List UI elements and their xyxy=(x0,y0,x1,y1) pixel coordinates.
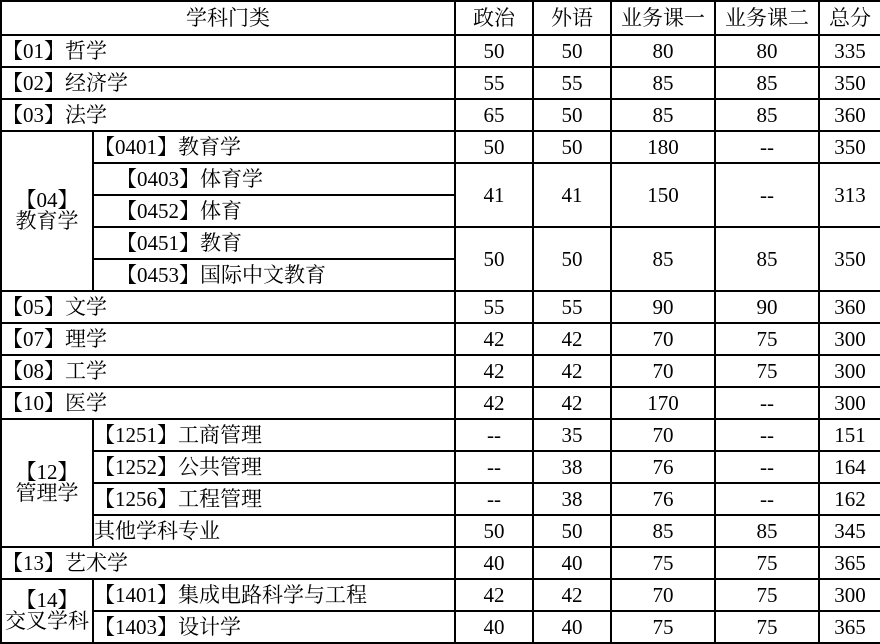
cell-major: 【1403】设计学 xyxy=(93,611,455,643)
cell-total: 360 xyxy=(819,99,880,131)
cell-foreign: 42 xyxy=(533,579,611,611)
cell-prof1: 75 xyxy=(611,611,715,643)
cell-prof2: 85 xyxy=(715,99,819,131)
group-code: 【14】 xyxy=(15,588,79,612)
group-category-management xyxy=(1,419,93,547)
cell-total: 365 xyxy=(819,611,880,643)
cell-prof2: 75 xyxy=(715,323,819,355)
table-row xyxy=(1,483,880,515)
table-row xyxy=(1,291,880,323)
cell-prof2: 75 xyxy=(715,547,819,579)
table-row xyxy=(1,515,880,547)
cell-foreign: 50 xyxy=(533,99,611,131)
cell-major: 【0401】教育学 xyxy=(93,131,455,163)
header-prof2: 业务课二 xyxy=(715,1,819,35)
table-row xyxy=(1,163,880,227)
cell-politics: -- xyxy=(455,419,533,451)
cell-prof2: -- xyxy=(715,387,819,419)
cell-prof2: 90 xyxy=(715,291,819,323)
cell-total: 360 xyxy=(819,291,880,323)
row-category: 【13】艺术学 xyxy=(1,547,455,579)
cell-politics: 42 xyxy=(455,579,533,611)
cell-total: 335 xyxy=(819,35,880,67)
cell-foreign: 38 xyxy=(533,483,611,515)
group-category-education xyxy=(1,131,93,291)
cell-prof2: -- xyxy=(715,419,819,451)
table-row xyxy=(1,99,880,131)
cell-major: 【0403】体育学 xyxy=(94,164,454,196)
cell-major: 【1256】工程管理 xyxy=(93,483,455,515)
row-category: 【01】哲学 xyxy=(1,35,455,67)
cell-foreign: 38 xyxy=(533,451,611,483)
cell-major-group xyxy=(93,227,455,291)
cell-foreign: 55 xyxy=(533,291,611,323)
cell-politics: 42 xyxy=(455,387,533,419)
cell-foreign: 41 xyxy=(533,163,611,227)
cell-prof2: -- xyxy=(715,451,819,483)
cell-politics: 50 xyxy=(455,35,533,67)
cell-total: 151 xyxy=(819,419,880,451)
cell-prof1: 70 xyxy=(611,419,715,451)
cell-politics: 55 xyxy=(455,67,533,99)
cell-major: 【0451】教育 xyxy=(94,228,454,260)
cell-total: 164 xyxy=(819,451,880,483)
cell-foreign: 50 xyxy=(533,227,611,291)
table-row xyxy=(1,419,880,451)
cell-prof1: 170 xyxy=(611,387,715,419)
cell-foreign: 50 xyxy=(533,35,611,67)
cell-prof2: -- xyxy=(715,163,819,227)
table-header-row xyxy=(1,1,880,35)
table-row xyxy=(1,611,880,643)
group-name: 交叉学科 xyxy=(5,609,89,633)
cell-politics: 55 xyxy=(455,291,533,323)
cell-total: 162 xyxy=(819,483,880,515)
cell-politics: 42 xyxy=(455,355,533,387)
table-row xyxy=(1,355,880,387)
cell-total: 300 xyxy=(819,323,880,355)
row-category: 【08】工学 xyxy=(1,355,455,387)
cell-prof2: 85 xyxy=(715,67,819,99)
cell-prof1: 75 xyxy=(611,547,715,579)
cell-total: 313 xyxy=(819,163,880,227)
cell-prof2: 80 xyxy=(715,35,819,67)
cell-total: 300 xyxy=(819,355,880,387)
cell-prof1: 76 xyxy=(611,483,715,515)
cell-prof1: 85 xyxy=(611,67,715,99)
group-name: 管理学 xyxy=(15,481,79,505)
table-row xyxy=(1,67,880,99)
cell-foreign: 42 xyxy=(533,387,611,419)
header-prof1: 业务课一 xyxy=(611,1,715,35)
cell-foreign: 50 xyxy=(533,131,611,163)
cell-foreign: 50 xyxy=(533,515,611,547)
cell-foreign: 42 xyxy=(533,323,611,355)
table-row xyxy=(1,451,880,483)
group-code: 【04】 xyxy=(15,188,79,212)
cell-politics: 50 xyxy=(455,227,533,291)
cell-politics: 50 xyxy=(455,131,533,163)
cell-foreign: 42 xyxy=(533,355,611,387)
group-category-interdisciplinary xyxy=(1,579,93,643)
cell-politics: -- xyxy=(455,451,533,483)
table-row xyxy=(1,547,880,579)
cell-total: 350 xyxy=(819,227,880,291)
cell-major: 【1252】公共管理 xyxy=(93,451,455,483)
table-row xyxy=(1,579,880,611)
cell-prof2: 75 xyxy=(715,579,819,611)
cell-prof1: 150 xyxy=(611,163,715,227)
cell-politics: 42 xyxy=(455,323,533,355)
cell-politics: 40 xyxy=(455,611,533,643)
cell-politics: -- xyxy=(455,483,533,515)
cell-foreign: 40 xyxy=(533,547,611,579)
cell-prof2: -- xyxy=(715,131,819,163)
cell-prof1: 85 xyxy=(611,99,715,131)
cell-major-group xyxy=(93,163,455,227)
cell-prof2: 85 xyxy=(715,515,819,547)
cell-prof1: 85 xyxy=(611,515,715,547)
row-category: 【02】经济学 xyxy=(1,67,455,99)
cell-prof1: 70 xyxy=(611,355,715,387)
row-category: 【10】医学 xyxy=(1,387,455,419)
header-politics: 政治 xyxy=(455,1,533,35)
cell-total: 350 xyxy=(819,131,880,163)
cell-major: 【0452】体育 xyxy=(116,198,242,223)
cell-major: 【1401】集成电路科学与工程 xyxy=(93,579,455,611)
cell-total: 365 xyxy=(819,547,880,579)
table-row xyxy=(1,227,880,291)
row-category: 【07】理学 xyxy=(1,323,455,355)
cell-politics: 40 xyxy=(455,547,533,579)
row-category: 【05】文学 xyxy=(1,291,455,323)
cell-prof1: 90 xyxy=(611,291,715,323)
cell-total: 350 xyxy=(819,67,880,99)
table-row xyxy=(1,35,880,67)
cell-foreign: 35 xyxy=(533,419,611,451)
cell-prof2: 75 xyxy=(715,611,819,643)
cell-prof2: -- xyxy=(715,483,819,515)
group-code: 【12】 xyxy=(15,460,79,484)
table-row xyxy=(1,387,880,419)
cell-prof1: 80 xyxy=(611,35,715,67)
cell-foreign: 55 xyxy=(533,67,611,99)
cell-total: 300 xyxy=(819,579,880,611)
cell-prof1: 70 xyxy=(611,579,715,611)
header-foreign: 外语 xyxy=(533,1,611,35)
cell-prof1: 76 xyxy=(611,451,715,483)
cell-prof1: 85 xyxy=(611,227,715,291)
cell-major: 【0453】国际中文教育 xyxy=(116,262,326,287)
cell-prof2: 75 xyxy=(715,355,819,387)
row-category: 【03】法学 xyxy=(1,99,455,131)
cell-major: 其他学科专业 xyxy=(93,515,455,547)
table-row xyxy=(1,131,880,163)
cell-total: 345 xyxy=(819,515,880,547)
cell-prof1: 70 xyxy=(611,323,715,355)
cell-total: 300 xyxy=(819,387,880,419)
cell-politics: 65 xyxy=(455,99,533,131)
header-category: 学科门类 xyxy=(1,1,455,35)
cell-politics: 50 xyxy=(455,515,533,547)
cell-major: 【1251】工商管理 xyxy=(93,419,455,451)
cell-foreign: 40 xyxy=(533,611,611,643)
cell-prof1: 180 xyxy=(611,131,715,163)
cell-prof2: 85 xyxy=(715,227,819,291)
group-name: 教育学 xyxy=(15,209,79,233)
header-total: 总分 xyxy=(819,1,880,35)
cell-politics: 41 xyxy=(455,163,533,227)
table-row xyxy=(1,323,880,355)
